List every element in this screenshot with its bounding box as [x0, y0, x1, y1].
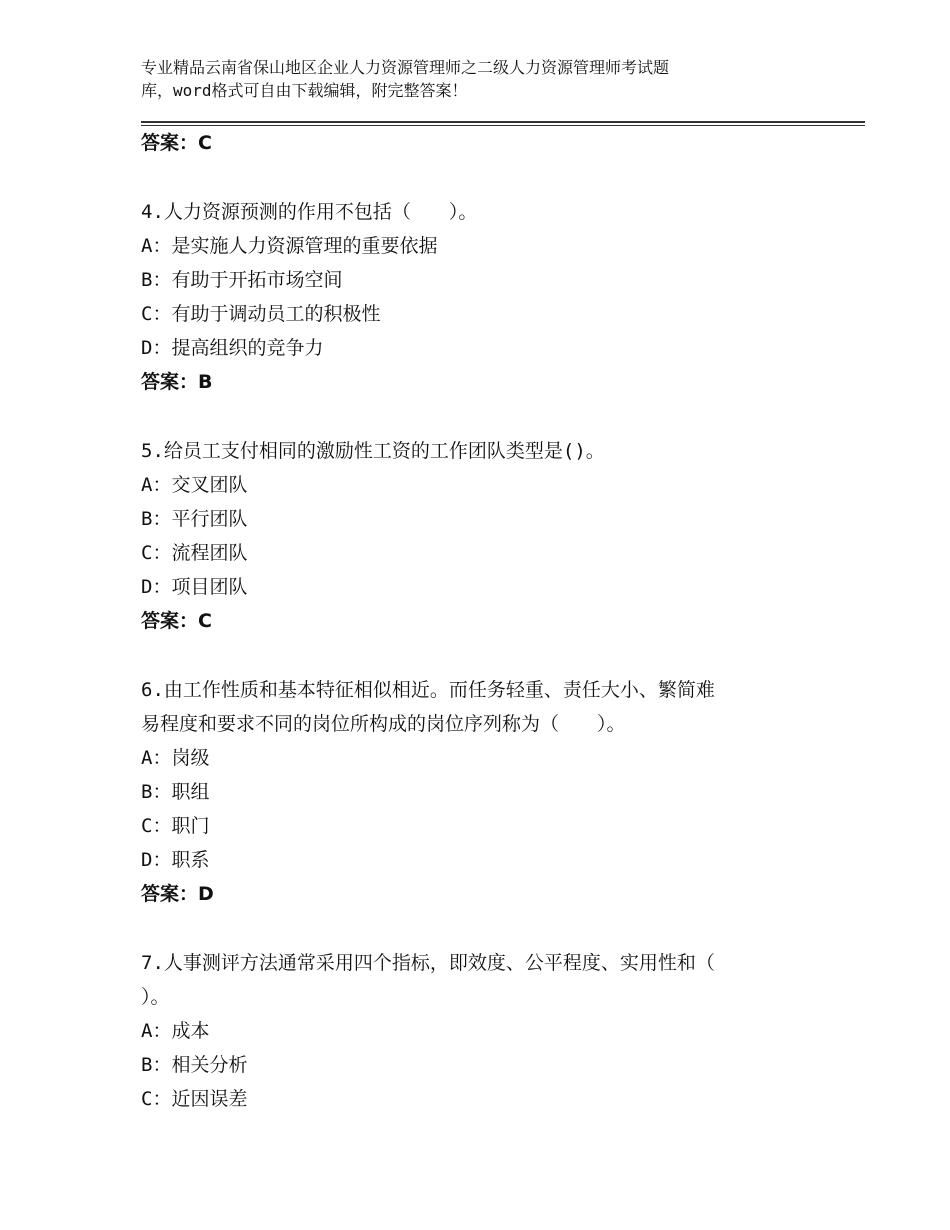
header-rule-thin [141, 125, 865, 126]
document-header [141, 56, 841, 102]
question-6-stem-line-1: 6.由工作性质和基本特征相似相近。而任务轻重、责任大小、繁简难 [141, 679, 715, 701]
question-4-option-d: D：提高组织的竞争力 [141, 337, 324, 359]
question-6-option-a: A：岗级 [141, 747, 210, 769]
question-7-option-b: B：相关分析 [141, 1054, 248, 1076]
question-5-option-c: C：流程团队 [141, 542, 248, 564]
question-4-option-a: A：是实施人力资源管理的重要依据 [141, 235, 438, 257]
question-7-option-c: C：近因误差 [141, 1088, 248, 1110]
question-4-stem: 4.人力资源预测的作用不包括（ ）。 [141, 201, 478, 223]
question-6-answer: 答案：D [141, 883, 214, 905]
question-7-stem-line-1: 7.人事测评方法通常采用四个指标，即效度、公平程度、实用性和（ [141, 952, 715, 974]
question-7-option-a: A：成本 [141, 1020, 210, 1042]
question-5-option-b: B：平行团队 [141, 508, 248, 530]
question-5-answer: 答案：C [141, 610, 212, 632]
question-5-stem: 5.给员工支付相同的激励性工资的工作团队类型是()。 [141, 440, 605, 462]
question-7-stem-line-2: ）。 [141, 986, 170, 1008]
question-5-option-a: A：交叉团队 [141, 474, 248, 496]
question-6-option-b: B：职组 [141, 781, 210, 803]
header-line-1: 专业精品云南省保山地区企业人力资源管理师之二级人力资源管理师考试题 [141, 58, 670, 77]
question-6-option-c: C：职门 [141, 815, 210, 837]
question-5-option-d: D：项目团队 [141, 576, 248, 598]
question-4-option-c: C：有助于调动员工的积极性 [141, 303, 381, 325]
question-4-answer: 答案：B [141, 371, 213, 393]
header-line-2: 库，word格式可自由下载编辑，附完整答案！ [141, 81, 468, 100]
header-rule-thick [141, 121, 865, 123]
question-6-option-d: D：职系 [141, 849, 210, 871]
question-4-option-b: B：有助于开拓市场空间 [141, 269, 343, 291]
answer-previous: 答案：C [141, 132, 212, 154]
question-6-stem-line-2: 易程度和要求不同的岗位所构成的岗位序列称为（ ）。 [141, 713, 626, 735]
